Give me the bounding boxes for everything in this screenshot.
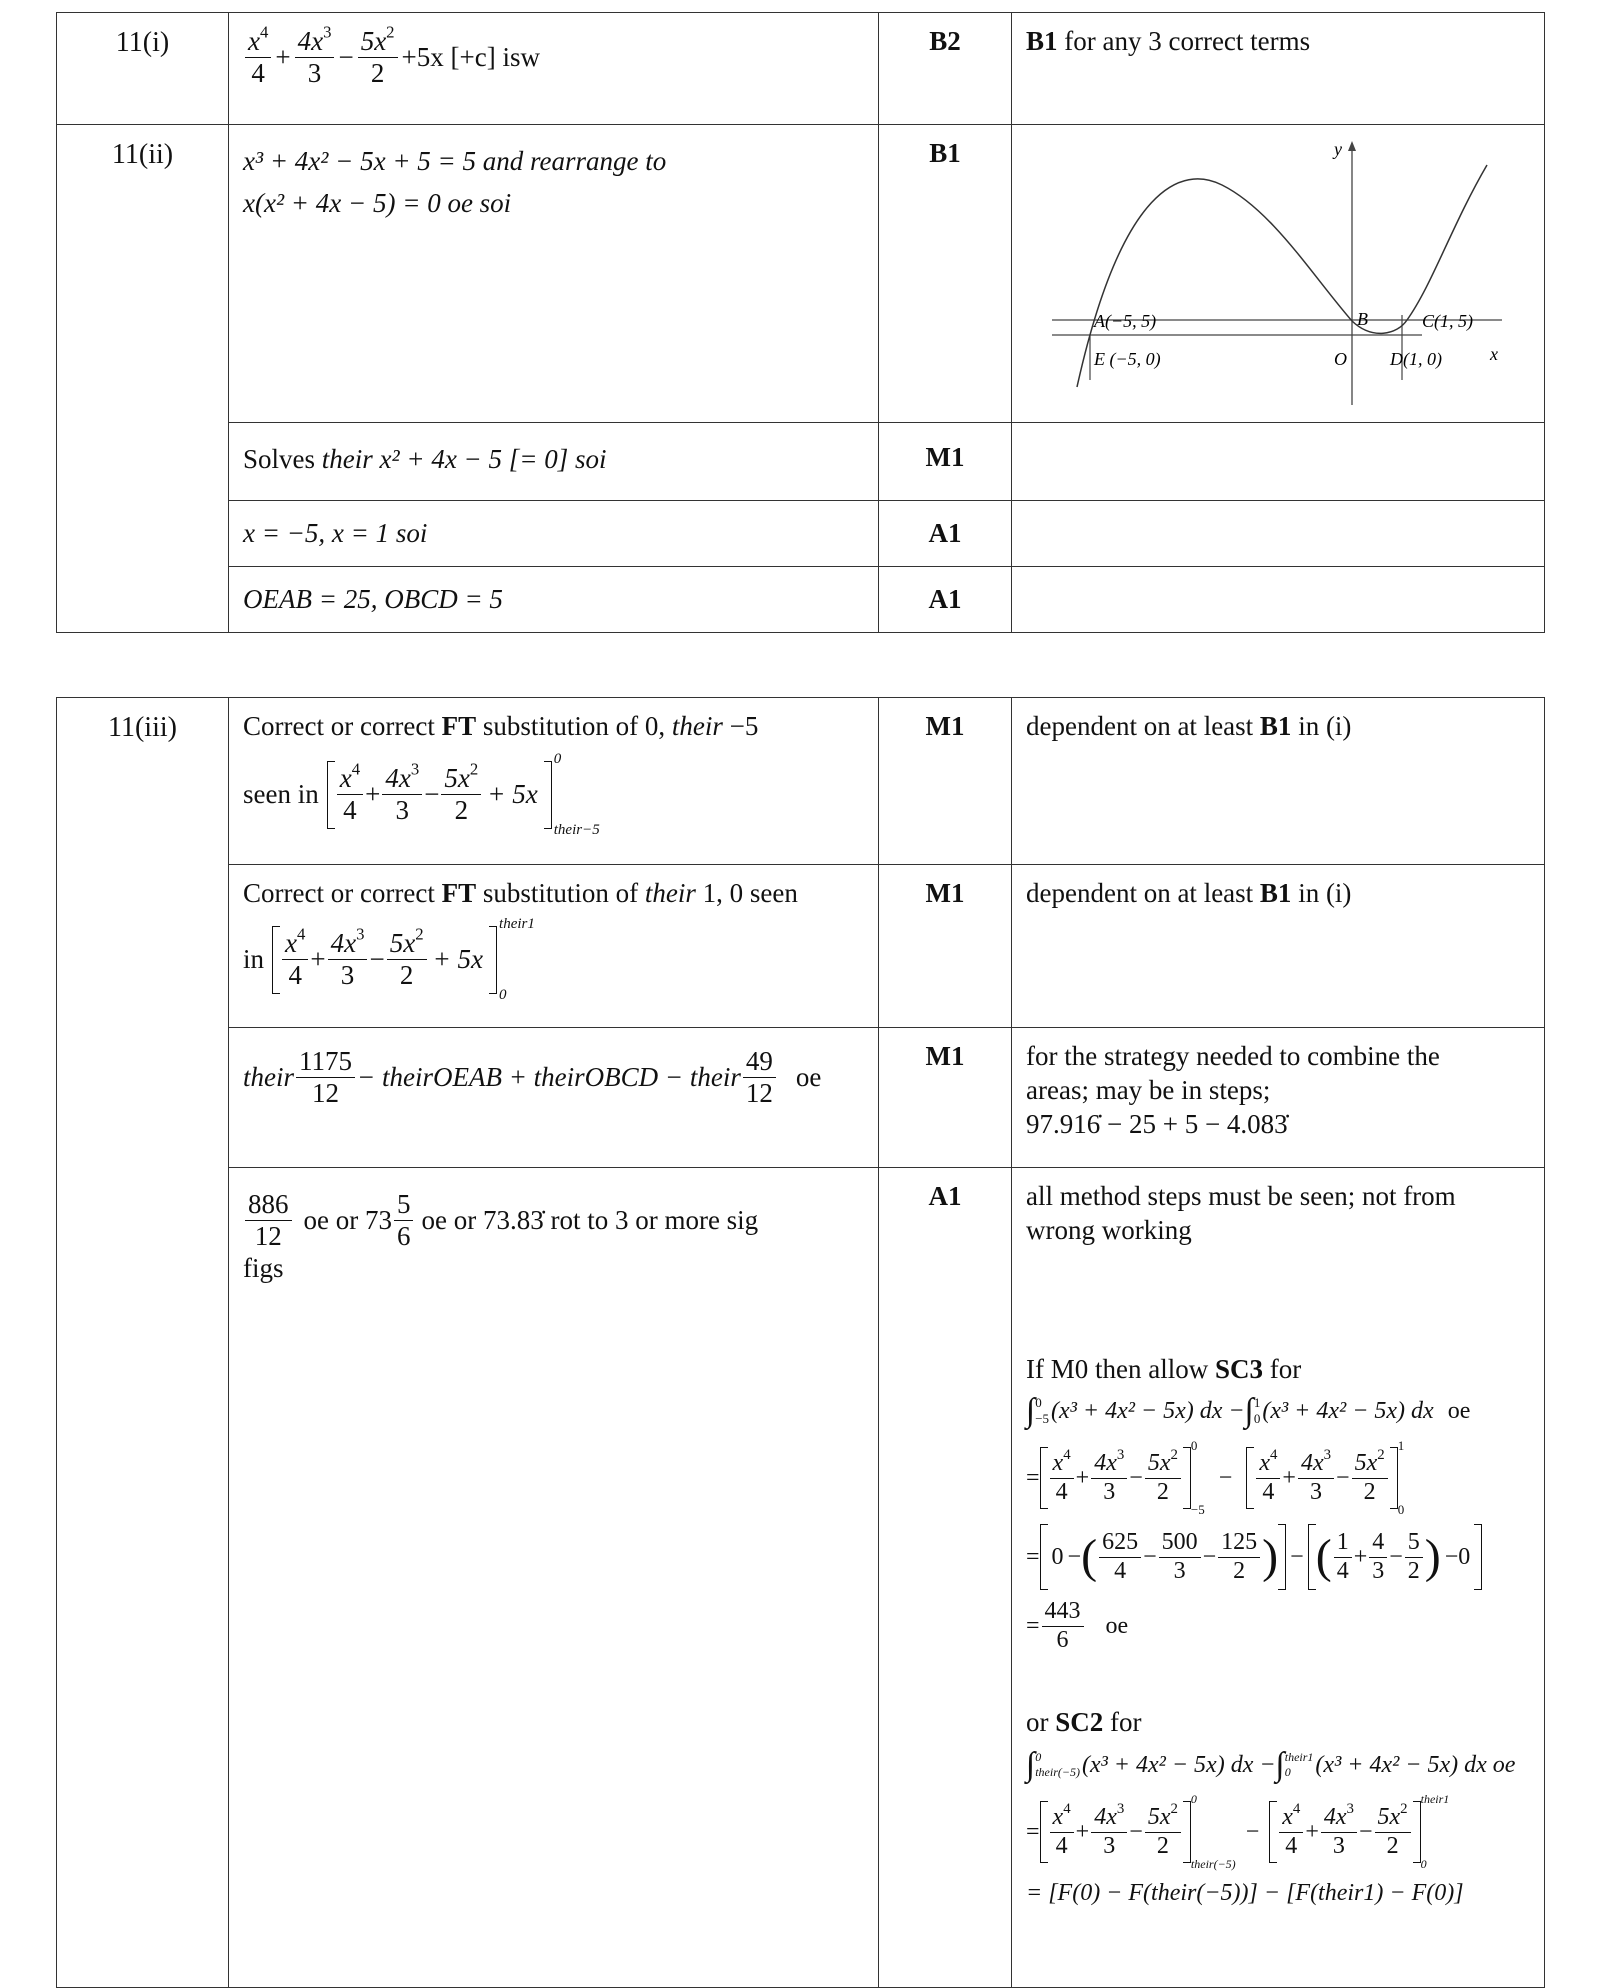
mark-scheme-table-2 bbox=[56, 697, 1545, 1988]
mark: B2 bbox=[879, 13, 1012, 125]
mark: M1 bbox=[879, 422, 1012, 500]
mark: A1 bbox=[879, 500, 1012, 566]
mark: A1 bbox=[879, 1168, 1012, 1988]
question-number: 11(iii) bbox=[57, 698, 229, 1988]
answer-cell: $\frac{886}{12}$ oe or 73 $\frac{5}{6}$ oe or 73.83̇ rot to 3 or more sig figs bbox=[229, 1168, 879, 1988]
y-axis-label: y bbox=[1334, 139, 1342, 159]
table-row bbox=[57, 125, 1545, 423]
table-row bbox=[57, 566, 1545, 632]
point-e-label: E (−5, 0) bbox=[1094, 349, 1161, 369]
question-number: 11(i) bbox=[57, 13, 229, 125]
mark: M1 bbox=[879, 1028, 1012, 1168]
guidance-cell: dependent on at least B1 in (i) bbox=[1012, 865, 1545, 1028]
answer-cell: x = −5, x = 1 soi bbox=[229, 500, 879, 566]
table-row bbox=[57, 422, 1545, 500]
answer-cell bbox=[229, 13, 879, 125]
mark: M1 bbox=[879, 865, 1012, 1028]
table-row bbox=[57, 698, 1545, 865]
point-d-label: D(1, 0) bbox=[1390, 349, 1442, 369]
guidance-cell: for the strategy needed to combine the areas; may be in steps; 97.916̇ − 25 + 5 − 4.083̇ bbox=[1012, 1028, 1545, 1168]
table-row bbox=[57, 1168, 1545, 1988]
guidance-cell: dependent on at least B1 in (i) bbox=[1012, 698, 1545, 865]
mark: M1 bbox=[879, 698, 1012, 865]
answer-cell: Correct or correct FT substitution of 0, their −5 seen in $\frac{x^4}{4}$ + $\frac{4x^3}{3}$ − $\frac{5x^2}{2}$ + 5x 0 their−5 bbox=[229, 698, 879, 865]
answer-expression: $\frac{x^4}{4}$ + $\frac{4x^3}{3}$ − $\frac{5x^2}{2}$ +5x [+c] isw bbox=[243, 26, 540, 89]
answer-cell: Correct or correct FT substitution of their 1, 0 seen in $\frac{x^4}{4}$ + $\frac{4x^3}{3}$ − $\frac{5x^2}{2}$ + 5x their1 0 bbox=[229, 865, 879, 1028]
guidance-cell: B1 for any 3 correct terms bbox=[1012, 13, 1545, 125]
question-number: 11(ii) bbox=[57, 125, 229, 633]
answer-cell: their $\frac{1175}{12}$ − theirOEAB + theirOBCD − their $\frac{49}{12}$ oe bbox=[229, 1028, 879, 1168]
point-b-label: B bbox=[1357, 309, 1368, 329]
mark-scheme-table-1 bbox=[56, 12, 1545, 633]
guidance-cell: all method steps must be seen; not from wrong working If M0 then allow SC3 for ∫ 0 −5 (x³ + 4x² − 5x) dx − ∫ 1 0 (x³ + 4x² − 5x) dx oe = $\frac{x^4}{4}$ + $\frac{4x^3}{3}$ − $\frac{5x^2}{2}$ 0 −5 − $\frac{x^4}{4}$ + $\frac{4x^3}{3}$ − $\frac{5x^2}{2}$ 1 0 = 0 − ( $\frac{625}{4}$ − $\frac{500}{3}$ − $\frac{125}{2}$ ) − ( $\frac{1}{4}$ + $\frac{4}{3}$ − $\frac{5}{2}$ ) −0 = $\frac{443}{6}$ oe or SC2 for ∫ 0 their(−5) (x³ + 4x² − 5x) dx − ∫ their1 0 (x³ + 4x² − 5x) dx oe = $\frac{x^4}{4}$ + $\frac{4x^3}{3}$ − $\frac{5x^2}{2}$ 0 their(−5) − $\frac{x^4}{4}$ + $\frac{4x^3}{3}$ − $\frac{5x^2}{2}$ their1 0 = [F(0) − F(their(−5))] − [F(their1) − F(0)] bbox=[1012, 1168, 1545, 1988]
mark: B1 bbox=[879, 125, 1012, 423]
cubic-graph bbox=[1012, 125, 1542, 413]
point-a-label: A(−5, 5) bbox=[1094, 311, 1157, 331]
origin-label: O bbox=[1334, 349, 1347, 369]
x-axis-label: x bbox=[1490, 344, 1498, 364]
graph-cell bbox=[1012, 125, 1545, 423]
table-row bbox=[57, 13, 1545, 125]
table-row bbox=[57, 1028, 1545, 1168]
table-row bbox=[57, 500, 1545, 566]
answer-cell: Solves their x² + 4x − 5 [= 0] soi bbox=[229, 422, 879, 500]
table-row bbox=[57, 865, 1545, 1028]
answer-cell: OEAB = 25, OBCD = 5 bbox=[229, 566, 879, 632]
point-c-label: C(1, 5) bbox=[1422, 311, 1473, 331]
mark: A1 bbox=[879, 566, 1012, 632]
answer-cell: x³ + 4x² − 5x + 5 = 5 and rearrange to x(x² + 4x − 5) = 0 oe soi bbox=[229, 125, 879, 423]
y-arrow-icon bbox=[1348, 141, 1356, 151]
